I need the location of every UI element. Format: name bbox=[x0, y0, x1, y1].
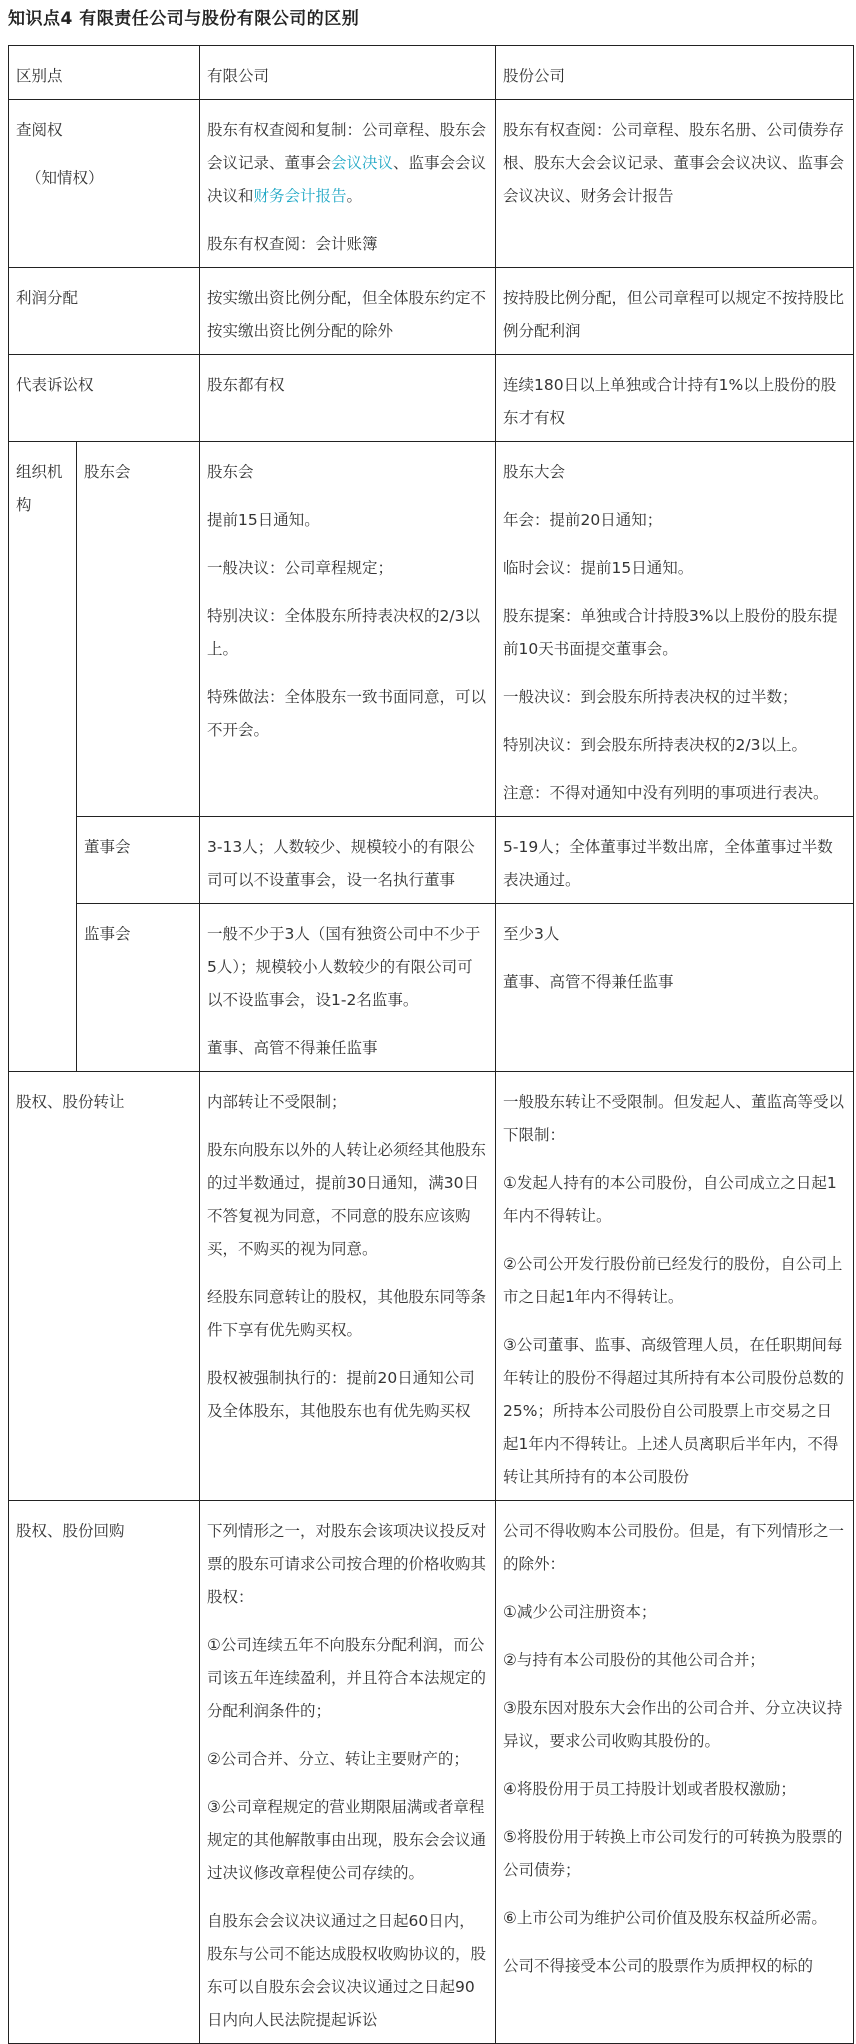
jsc-cell bbox=[496, 268, 854, 355]
paragraph bbox=[207, 504, 488, 537]
paragraph bbox=[207, 1905, 488, 2037]
text-segment: 。 bbox=[346, 187, 363, 205]
paragraph bbox=[503, 681, 846, 714]
paragraph bbox=[503, 777, 846, 810]
llc-cell bbox=[200, 355, 496, 442]
header-row bbox=[9, 46, 854, 100]
table-row bbox=[9, 268, 854, 355]
paragraph bbox=[503, 1644, 846, 1677]
paragraph bbox=[503, 114, 846, 213]
paragraph bbox=[503, 1773, 846, 1806]
header-cell: 股份公司 bbox=[496, 46, 854, 100]
text-segment: ②与持有本公司股份的其他公司合并； bbox=[503, 1651, 765, 1669]
text-segment: 一般决议：到会股东所持表决权的过半数； bbox=[503, 688, 798, 706]
paragraph bbox=[207, 1743, 488, 1776]
row-label-text: （知情权） bbox=[26, 169, 104, 187]
row-label-text: 查阅权 bbox=[16, 121, 63, 139]
paragraph bbox=[503, 1692, 846, 1758]
link-text[interactable]: 财务会计报告 bbox=[253, 187, 347, 205]
llc-cell bbox=[200, 817, 496, 904]
paragraph bbox=[503, 1596, 846, 1629]
table-row bbox=[9, 355, 854, 442]
jsc-cell bbox=[496, 1072, 854, 1501]
text-segment: 注意：不得对通知中没有列明的事项进行表决。 bbox=[503, 784, 829, 802]
text-segment: 特殊做法：全体股东一致书面同意，可以不开会。 bbox=[207, 688, 487, 739]
text-segment: ①发起人持有的本公司股份，自公司成立之日起1年内不得转让。 bbox=[503, 1174, 837, 1225]
row-label bbox=[9, 355, 200, 442]
text-segment: 股东会 bbox=[207, 463, 254, 481]
paragraph bbox=[207, 552, 488, 585]
text-segment: 下列情形之一，对股东会该项决议投反对票的股东可请求公司按合理的价格收购其股权： bbox=[207, 1522, 487, 1606]
text-segment: 董事、高管不得兼任监事 bbox=[503, 973, 674, 991]
paragraph bbox=[503, 1329, 846, 1494]
text-segment: ④将股份用于员工持股计划或者股权激励； bbox=[503, 1780, 796, 1798]
jsc-cell bbox=[496, 904, 854, 1072]
text-segment: 按持股比例分配，但公司章程可以规定不按持股比例分配利润 bbox=[503, 289, 845, 340]
llc-cell bbox=[200, 100, 496, 268]
jsc-cell bbox=[496, 100, 854, 268]
paragraph bbox=[207, 1362, 488, 1428]
paragraph bbox=[503, 1515, 846, 1581]
paragraph bbox=[207, 831, 488, 897]
section-title: 知识点4 有限责任公司与股份有限公司的区别 bbox=[8, 9, 360, 29]
paragraph bbox=[207, 228, 488, 261]
paragraph bbox=[503, 918, 846, 951]
paragraph bbox=[503, 1950, 846, 1983]
paragraph bbox=[503, 1902, 846, 1935]
paragraph bbox=[207, 1515, 488, 1614]
row-label-text: 代表诉讼权 bbox=[16, 376, 94, 394]
text-segment: 、监事会会议决议和 bbox=[207, 154, 487, 205]
paragraph bbox=[207, 600, 488, 666]
text-segment: 至少3人 bbox=[503, 925, 560, 943]
table-row bbox=[9, 100, 854, 268]
table-row bbox=[9, 1072, 854, 1501]
text-segment: 股东提案：单独或合计持股3%以上股份的股东提前10天书面提交董事会。 bbox=[503, 607, 838, 658]
llc-cell bbox=[200, 1501, 496, 2044]
comparison-table bbox=[8, 45, 854, 2044]
paragraph bbox=[207, 114, 488, 213]
row-label-text: 股权、股份转让 bbox=[16, 1093, 125, 1111]
org-sublabel: 董事会 bbox=[77, 817, 200, 904]
text-segment: 股东有权查阅：公司章程、股东名册、公司债券存根、股东大会会议记录、董事会会议决议、监事会会议决议、财务会计报告 bbox=[503, 121, 845, 205]
paragraph bbox=[207, 456, 488, 489]
org-subrow bbox=[9, 442, 854, 817]
text-segment: ⑤将股份用于转换上市公司发行的可转换为股票的公司债券； bbox=[503, 1828, 843, 1879]
text-segment: 股东都有权 bbox=[207, 376, 285, 394]
text-segment: ③公司董事、监事、高级管理人员，在任职期间每年转让的股份不得超过其所持有本公司股份总数的25%；所持本公司股份自公司股票上市交易之日起1年内不得转让。上述人员离职后半年内，不得转让其所持有的本公司股份 bbox=[503, 1336, 845, 1486]
text-segment: ③公司章程规定的营业期限届满或者章程规定的其他解散事由出现，股东会会议通过决议修改章程使公司存续的。 bbox=[207, 1798, 487, 1882]
text-segment: 一般决议：公司章程规定； bbox=[207, 559, 394, 577]
paragraph bbox=[207, 1134, 488, 1266]
jsc-cell bbox=[496, 817, 854, 904]
paragraph bbox=[503, 1167, 846, 1233]
row-label bbox=[9, 100, 200, 268]
org-sublabel: 股东会 bbox=[77, 442, 200, 817]
paragraph bbox=[503, 831, 846, 897]
paragraph bbox=[207, 1629, 488, 1728]
paragraph bbox=[503, 1821, 846, 1887]
text-segment: 公司不得接受本公司的股票作为质押权的标的 bbox=[503, 1957, 814, 1975]
paragraph bbox=[503, 1248, 846, 1314]
paragraph bbox=[207, 1281, 488, 1347]
paragraph bbox=[503, 729, 846, 762]
text-segment: 股东有权查阅：会计账簿 bbox=[207, 235, 378, 253]
paragraph bbox=[207, 282, 488, 348]
text-segment: ①公司连续五年不向股东分配利润，而公司该五年连续盈利，并且符合本法规定的分配利润条件的； bbox=[207, 1636, 487, 1720]
text-segment: ②公司合并、分立、转让主要财产的； bbox=[207, 1750, 469, 1768]
paragraph bbox=[207, 918, 488, 1017]
paragraph bbox=[207, 369, 488, 402]
paragraph bbox=[207, 1032, 488, 1065]
llc-cell bbox=[200, 268, 496, 355]
jsc-cell bbox=[496, 442, 854, 817]
row-label bbox=[9, 1072, 200, 1501]
text-segment: ①减少公司注册资本； bbox=[503, 1603, 657, 1621]
text-segment: 自股东会会议决议通过之日起60日内，股东与公司不能达成股权收购协议的，股东可以自股东会会议决议通过之日起90日内向人民法院提起诉讼 bbox=[207, 1912, 487, 2029]
text-segment: 一般股东转让不受限制。但发起人、董监高等受以下限制： bbox=[503, 1093, 845, 1144]
text-segment: ②公司公开发行股份前已经发行的股份，自公司上市之日起1年内不得转让。 bbox=[503, 1255, 843, 1306]
text-segment: 特别决议：到会股东所持表决权的2/3以上。 bbox=[503, 736, 807, 754]
text-segment: 股东向股东以外的人转让必须经其他股东的过半数通过，提前30日通知，满30日不答复视为同意，不同意的股东应该购买，不购买的视为同意。 bbox=[207, 1141, 487, 1258]
paragraph bbox=[207, 681, 488, 747]
llc-cell bbox=[200, 442, 496, 817]
header-cell: 区别点 bbox=[9, 46, 200, 100]
text-segment: 3-13人；人数较少、规模较小的有限公司可以不设董事会，设一名执行董事 bbox=[207, 838, 475, 889]
text-segment: 股东大会 bbox=[503, 463, 566, 481]
row-label bbox=[9, 1501, 200, 2044]
paragraph bbox=[503, 1086, 846, 1152]
text-segment: 董事、高管不得兼任监事 bbox=[207, 1039, 378, 1057]
text-segment: 按实缴出资比例分配，但全体股东约定不按实缴出资比例分配的除外 bbox=[207, 289, 487, 340]
text-segment: 一般不少于3人（国有独资公司中不少于5人）；规模较小人数较少的有限公司可以不设监事会，设1-2名监事。 bbox=[207, 925, 481, 1009]
llc-cell bbox=[200, 1072, 496, 1501]
paragraph bbox=[207, 1791, 488, 1890]
row-label-text: 利润分配 bbox=[16, 289, 79, 307]
text-segment: 股权被强制执行的：提前20日通知公司及全体股东，其他股东也有优先购买权 bbox=[207, 1369, 475, 1420]
text-segment: 公司不得收购本公司股份。但是，有下列情形之一的除外： bbox=[503, 1522, 845, 1573]
org-subrow bbox=[9, 904, 854, 1072]
text-segment: 连续180日以上单独或合计持有1%以上股份的股东才有权 bbox=[503, 376, 837, 427]
row-label bbox=[9, 268, 200, 355]
org-subrow bbox=[9, 817, 854, 904]
table-row bbox=[9, 1501, 854, 2044]
row-label-text: 股权、股份回购 bbox=[16, 1522, 125, 1540]
text-segment: 内部转让不受限制； bbox=[207, 1093, 347, 1111]
org-label: 组织机构 bbox=[9, 442, 77, 1072]
paragraph bbox=[503, 282, 846, 348]
text-segment: 提前15日通知。 bbox=[207, 511, 320, 529]
org-sublabel: 监事会 bbox=[77, 904, 200, 1072]
paragraph bbox=[503, 552, 846, 585]
paragraph bbox=[503, 600, 846, 666]
paragraph bbox=[503, 504, 846, 537]
paragraph bbox=[503, 369, 846, 435]
llc-cell bbox=[200, 904, 496, 1072]
jsc-cell bbox=[496, 355, 854, 442]
header-cell: 有限公司 bbox=[200, 46, 496, 100]
text-segment: 经股东同意转让的股权，其他股东同等条件下享有优先购买权。 bbox=[207, 1288, 487, 1339]
paragraph bbox=[503, 966, 846, 999]
text-segment: ③股东因对股东大会作出的公司合并、分立决议持异议，要求公司收购其股份的。 bbox=[503, 1699, 843, 1750]
jsc-cell bbox=[496, 1501, 854, 2044]
text-segment: 5-19人；全体董事过半数出席，全体董事过半数表决通过。 bbox=[503, 838, 833, 889]
text-segment: ⑥上市公司为维护公司价值及股东权益所必需。 bbox=[503, 1909, 827, 1927]
text-segment: 股东有权查阅和复制：公司章程、股东会会议记录、董事会 bbox=[207, 121, 487, 172]
link-text[interactable]: 会议决议 bbox=[331, 154, 394, 172]
paragraph bbox=[503, 456, 846, 489]
text-segment: 年会：提前20日通知； bbox=[503, 511, 663, 529]
paragraph bbox=[207, 1086, 488, 1119]
text-segment: 特别决议：全体股东所持表决权的2/3以上。 bbox=[207, 607, 480, 658]
text-segment: 临时会议：提前15日通知。 bbox=[503, 559, 694, 577]
